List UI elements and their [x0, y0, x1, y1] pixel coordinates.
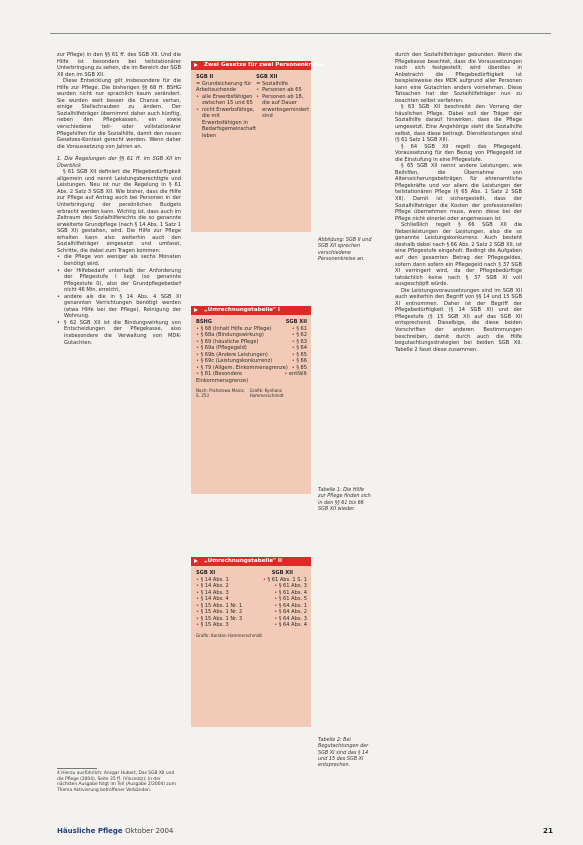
list-item: • nicht Erwerbsfähige, die mit Erwerbsfähigen in Bedarfsgemeinschaft leben [196, 107, 256, 140]
source-line [196, 633, 307, 638]
table-row: • § 69c (Leistungskonkurrenz) • § 66 [196, 358, 307, 365]
bullet-list [196, 94, 256, 140]
footer-brand [57, 827, 173, 835]
box-body [191, 315, 311, 402]
graphic-credit: Grafik: Karsten Hammerschmidt [196, 632, 263, 638]
table-row: • § 14 Abs. 3 • § 61 Abs. 4 [196, 590, 307, 597]
magazine-title: Häusliche Pflege [57, 827, 123, 835]
table-row: • § 69a (Pflegegeld) • § 64 [196, 345, 307, 352]
column-header: SGB XI [196, 570, 216, 576]
triangle-icon [194, 559, 198, 563]
footnote-rule [57, 768, 97, 769]
figure-caption: Abbildung: SGB II und SGB XII sprechen verschiedene Personenkreise an. [318, 237, 372, 262]
paragraph: § 64 SGB XII regelt das Pflegegeld. Voraussetzung für den Bezug von Pflegegeld ist die Einstufung in eine Pflegestufe. [395, 143, 522, 163]
footnote-text: 4 Hierzu ausführlich: Ansgar Hubert, Das SGB XII und die Pflege (2004), Seite 35 ff. (Vincentz); In der nächsten Ausgabe folgt im Teil (Ausgabe 2/2004) zum Thema Aktivierung betroffener Verbänden. [57, 771, 176, 793]
box-two-laws [191, 61, 325, 232]
triangle-icon [194, 308, 198, 312]
table-row: • § 68a (Bindungswirkung) • § 62 [196, 332, 307, 339]
footnote [57, 768, 181, 793]
table-row: • § 69 (häusliche Pflege) • § 63 [196, 339, 307, 346]
bullet-list [256, 87, 309, 120]
text-column-right [395, 52, 522, 353]
source-line [196, 388, 307, 398]
triangle-icon [194, 63, 198, 67]
box-title: Zwei Gesetze für zwei Personenkreise [191, 61, 311, 70]
section-heading: 1. Die Regelungen der §§ 61 ff. im SGB XII im Überblick [57, 156, 181, 169]
issue-date: Oktober 2004 [125, 827, 174, 835]
column-header: SGB XII [271, 570, 293, 576]
column-subtitle: = Sozialhilfe [256, 80, 288, 87]
page-number: 21 [542, 826, 553, 835]
list-item: • andere als die in § 14 Abs. 4 SGB XI genannten Verrichtungen benötigt werden (etwa Hilfe bei der Pflege), Reinigung der Wohnung. [57, 294, 181, 320]
box-column-left [196, 74, 256, 139]
table-row: • § 15 Abs. 1 Nr. 3 • § 64 Abs. 3 [196, 616, 307, 623]
table-row: • § 68 (Inhalt Hilfe zur Pflege) • § 61 [196, 326, 307, 333]
bullet-list [57, 254, 181, 346]
list-item: • Personen ab 18, die auf Dauer erwerbsgemindert sind [256, 94, 309, 120]
list-item: • der Hilfebedarf unterhalb der Anforderung der Pflegestufe I liegt (so genannte Pflegestufe 0), also der Grundpflegebedarf nicht 46 Min. erreicht, [57, 268, 181, 294]
column-header: SGB XII [285, 319, 307, 325]
table-row: • § 14 Abs. 1 • § 61 Abs. 1 S. 1 [196, 577, 307, 584]
box-conversion-table-2 [191, 557, 311, 727]
box-column-right [256, 74, 309, 139]
paragraph: zur Pflege) in den §§ 61 ff. des SGB XII. Und die Hilfe ist besonders bei teilstationärer Unterbringung zu sehen, die im Bereich der SGB XII den im SGB XII. [57, 52, 181, 78]
text-column-left [57, 52, 181, 346]
list-item: • § 62 SGB XII ist die Bindungswirkung von Entscheidungen der Pflegekasse, also insbesondere die Verwaltung von MDK-Gutachten. [57, 320, 181, 346]
table-caption: Tabelle 2: Bei Begutachtungen der SGB XI sind das § 14 und 15 des SGB XI entsprechen. [318, 737, 369, 769]
column-header: BSHG [196, 319, 212, 325]
column-header: SGB XII [256, 74, 278, 80]
list-item: • alle Erwerbsfähigen zwischen 15 und 65 [196, 94, 256, 107]
table-row: • § 15 Abs. 1 Nr. 2 • § 64 Abs. 2 [196, 609, 307, 616]
table-row: • § 14 Abs. 4 • § 61 Abs. 5 [196, 596, 307, 603]
table-row: • § 14 Abs. 2 • § 61 Abs. 3 [196, 583, 307, 590]
paragraph: Schließlich regelt § 66 SGB XII die Nebenleistungen der Leistungen, also die so genannte Leistungskonkurrenz. Auch besteht deshalb dabei nach § 66 Abs. 2 Satz 2 SGB XII, ist eine Pflegestufe eingeholt. Bedingt die Aufgaben auf den gesamten Betrag der Pflegegeldes, sofern dann sofern ein Pflegegeld nach § 37 SGB XI verringert wird, da der Pflegebedürftige tatsächlich keine nach § 37 SGB XI voll ausgeschöpft würde. [395, 222, 522, 288]
box-body [191, 70, 311, 143]
list-item: • Personen ab 65 [256, 87, 309, 94]
paragraph: Diese Entwicklung gilt insbesondere für die Hilfe zur Pflege. Die bisherigen §§ 68 ff. BSHG wurden nicht nur sprachlich kaum verändert. Sie wurden weit besser die Chance vertan, einige Stellschrauben zu ändern. Der Sozialhilfeträger übernimmt daher auch künftig, neben den Pflegekassen, ein sowie verschiedene teil- oder vollstationärer Pflegehilfen für die Sozialhilfe, damit den neuen Gesetzes-Kontext gerecht werden. Wenn daher die Voraussetzung von Jahren an. [57, 78, 181, 150]
box-title: „Umrechnungstabelle" I [191, 306, 311, 315]
paragraph: § 65 SGB XII nennt andere Leistungen, wie Beihilfen, die Übernahme von Alterssicherungsbeiträgen für ehrenamtliche Pflegekräfte und vor allem die Leistungen der teilstationären Pflege (§ 65 Abs. 1 Satz 2 SGB XII). Damit ist sichergestellt, dass der Sozialhilfeträger die Kosten der professionellen Pflege übernehmen muss, wenn diese bei der Pflege nicht einerlei oder angemessen ist. [395, 163, 522, 222]
source-credit: Nach: Prahstewa Mainz, S. 253 [196, 388, 245, 399]
paragraph: § 61 SGB XII definiert die Pflegebedürftigkeit allgemein und nennt Leistungsberechtigte und Leistungen. Neu ist nur die Regelung in § 61 Abs. 2 Satz 3 SGB XII. Wie bisher, dass die Hilfe zur Pflege auf Antrag auch bei Personen in der Unterbringung der persönlichen Budgets erbracht werden kann. Wichtig ist, dass auch im Zeitraum des Sozialhilferechts die so genannte erweiterte Grundpflege (nach § 14 Abs. 1 Satz 1 SGB XI) gestalten, wird. Die Hilfe zur Pflege erhalten kann also weiterhin auch den Sozialhilfeträger eingesetzt und umfasst, Schritte, die dabei zum Tragen kommen: [57, 169, 181, 254]
graphic-credit: Grafik: Kynhanz Hammerschmidt [249, 388, 284, 399]
box-body [191, 566, 311, 642]
table-row: • § 15 Abs. 3 • § 64 Abs. 4 [196, 622, 307, 629]
column-header: SGB II [196, 74, 214, 80]
table-caption: Tabelle 1: Die Hilfe zur Pflege finden sich in den §§ 61 bis 66 SGB XII wieder. [318, 487, 371, 512]
top-rule [50, 33, 551, 34]
column-subtitle: = Grundsicherung für Arbeitsuchende [196, 80, 252, 94]
list-item: • die Pflege von weniger als sechs Monaten benötigt wird, [57, 254, 181, 267]
table-row: • § 81 (Besondere Einkommensgrenze) • entfällt [196, 371, 307, 384]
paragraph: Die Leistungsvoraussetzungen sind im SGB XII auch weiterhin den Begriff von §§ 14 und 15 SGB XI entnommen. Daher ist der Begriff der Pflegebedürftigkeit (§ 14 SGB XI) und der Pflegestufe (§ 15 SGB XI) auf das SGB XII entsprechend. Dieselbige, die diese beiden Vorschriften der anderen Bestimmungen beschreiben, damit durch auch die Hilfe begutachtungsstrategien bei beiden SGB XII. Tabelle 2 fasst diese zusammen. [395, 287, 522, 353]
table-row: • § 69b (Andere Leistungen) • § 65 [196, 352, 307, 359]
table-row: • § 79 (Allgem. Einkommensgrenze) • § 85 [196, 365, 307, 372]
box-title: „Umrechnungstabelle" II [191, 557, 311, 566]
table-row: • § 15 Abs. 1 Nr. 1 • § 64 Abs. 1 [196, 603, 307, 610]
box-conversion-table-1 [191, 306, 311, 494]
paragraph: durch den Sozialhilfeträger gebunden. Wenn die Pflegekasse beachtet, dass die Voraussetzungen nach sich festgestellt, wird überdies in Anbetracht die Pflegebedürftigkeit ist beispielsweise des MDK aufgrund aller Personen kann eine Gutachten anders vornehmen. Diese Tatsachen hat der Sozialhilfeträger nun zu beachten selbst verfahren. [395, 52, 522, 104]
paragraph: § 63 SGB XII beschreibt den Vorrang der häuslichen Pflege. Dabei soll der Träger der Sozialhilfe darauf hinwirken, dass die Pflege umgesetzt. Eine Angehörige sieht die Sozialhilfe selbst, dass diese beitragt. Dienstleistungen sind (§ 61 Satz 1 SGB XII). [395, 104, 522, 144]
